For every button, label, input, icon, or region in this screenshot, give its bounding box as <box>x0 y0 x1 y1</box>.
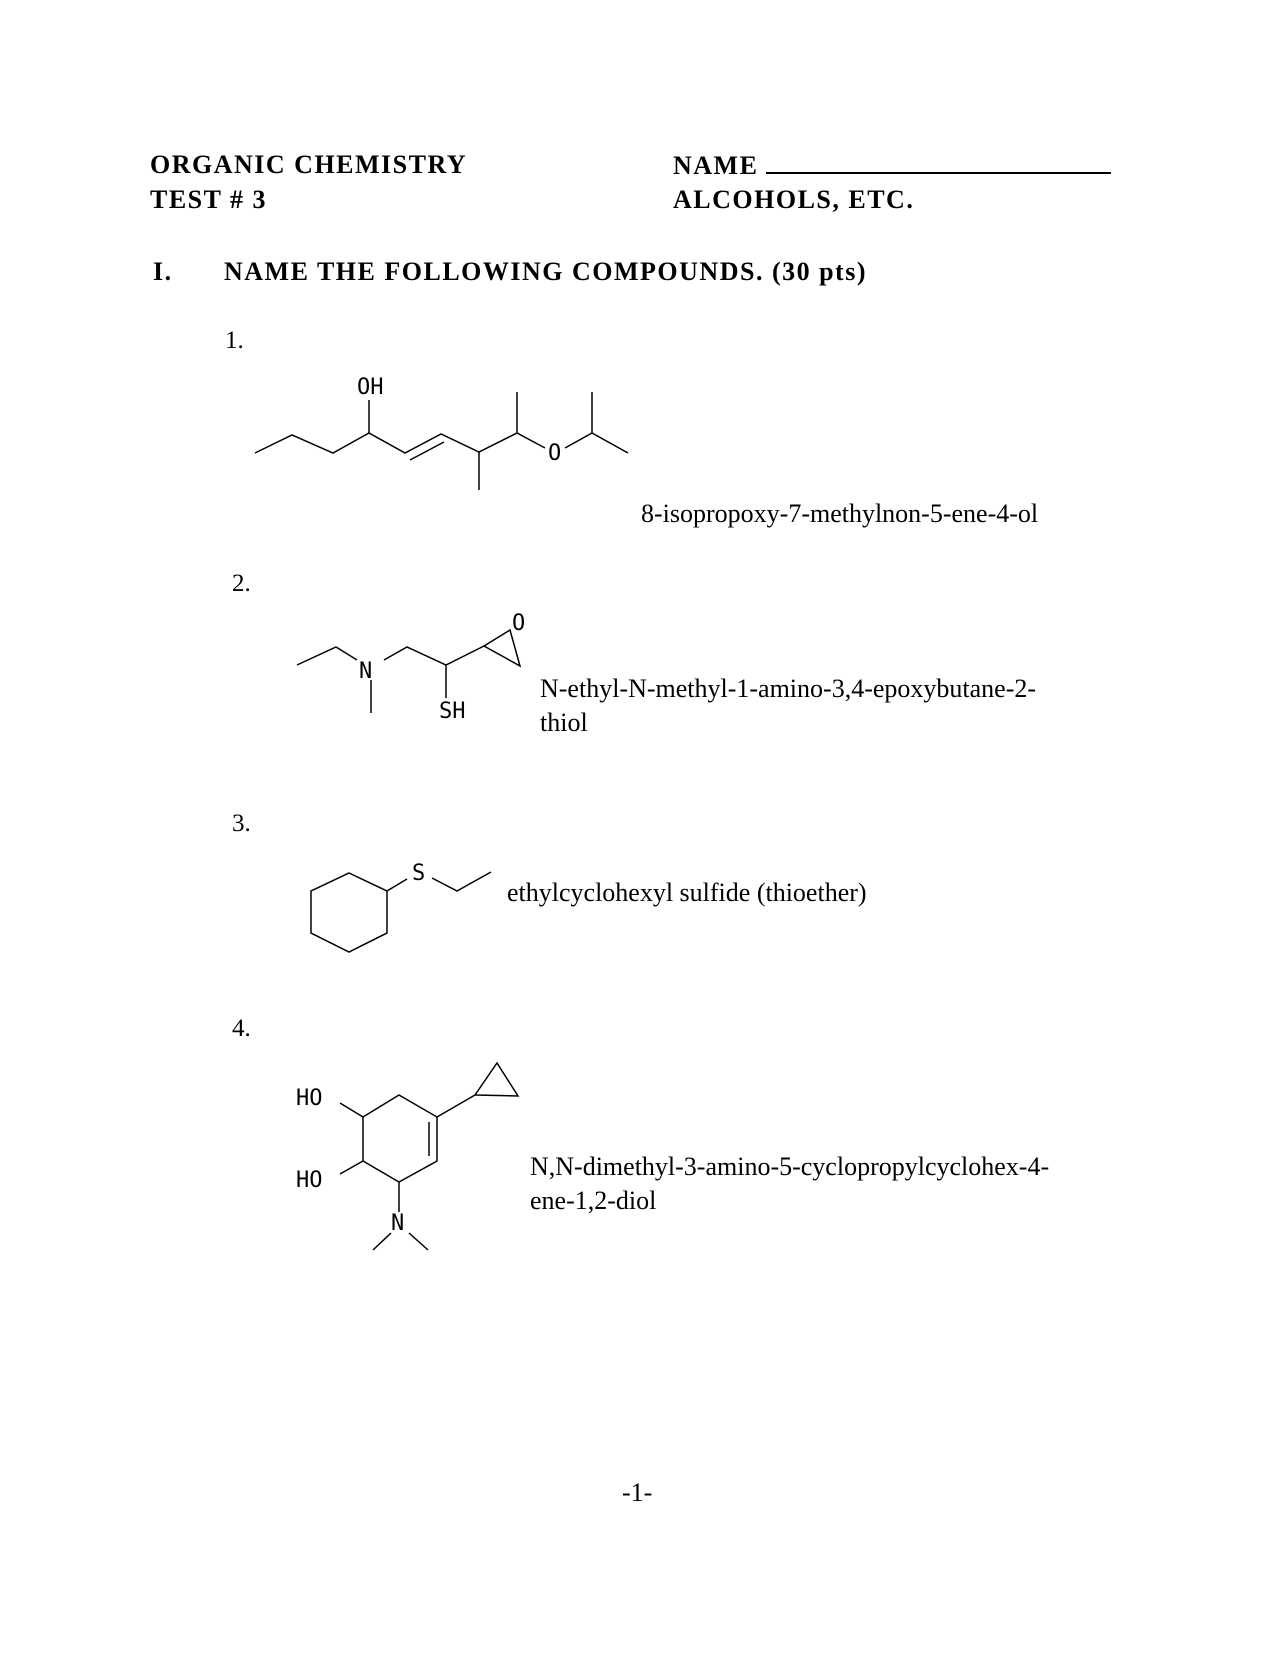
structure-4-ho-label-2: HO <box>296 1168 323 1193</box>
structure-4-ring <box>363 1095 437 1182</box>
structure-4-n-label: N <box>391 1211 405 1236</box>
answer-3: ethylcyclohexyl sulfide (thioether) <box>507 878 867 907</box>
structure-2-o-label: O <box>512 611 526 636</box>
structure-4-n-methyl-2 <box>409 1233 428 1250</box>
question-3-number: 3. <box>232 810 251 837</box>
structure-4-ho-label-1: HO <box>296 1086 323 1111</box>
test-number: TEST # 3 <box>150 185 268 214</box>
structure-1-oh-label: OH <box>357 375 384 400</box>
answer-4-line-2: ene-1,2-diol <box>530 1186 657 1215</box>
structure-3-s-label: S <box>412 861 426 886</box>
structure-2-n-label: N <box>359 659 373 684</box>
answer-2-line-2: thiol <box>540 708 588 737</box>
question-1-number: 1. <box>225 327 244 354</box>
page-number: -1- <box>622 1478 653 1507</box>
question-4-number: 4. <box>232 1015 251 1042</box>
structure-4-ho-bond-1 <box>340 1103 363 1117</box>
structure-2-sh-label: SH <box>439 699 466 724</box>
answer-2-line-1: N-ethyl-N-methyl-1-amino-3,4-epoxybutane-2- <box>540 674 1037 703</box>
structure-4-cyclopropyl-bond <box>437 1095 475 1117</box>
section-title: NAME THE FOLLOWING COMPOUNDS. (30 pts) <box>224 257 867 286</box>
structure-4-cyclopropane <box>475 1063 518 1096</box>
structure-4-n-methyl-1 <box>373 1233 391 1250</box>
answer-4-line-1: N,N-dimethyl-3-amino-5-cyclopropylcyclohex-4- <box>530 1152 1050 1181</box>
section-numeral: I. <box>153 257 173 286</box>
structure-4-ho-bond-2 <box>340 1161 363 1174</box>
structure-1-o-label: O <box>548 441 562 466</box>
topic-title: ALCOHOLS, ETC. <box>673 185 915 214</box>
course-title: ORGANIC CHEMISTRY <box>150 150 468 179</box>
answer-1: 8-isopropoxy-7-methylnon-5-ene-4-ol <box>641 499 1039 528</box>
name-label: NAME <box>673 151 759 180</box>
question-2-number: 2. <box>232 570 251 597</box>
